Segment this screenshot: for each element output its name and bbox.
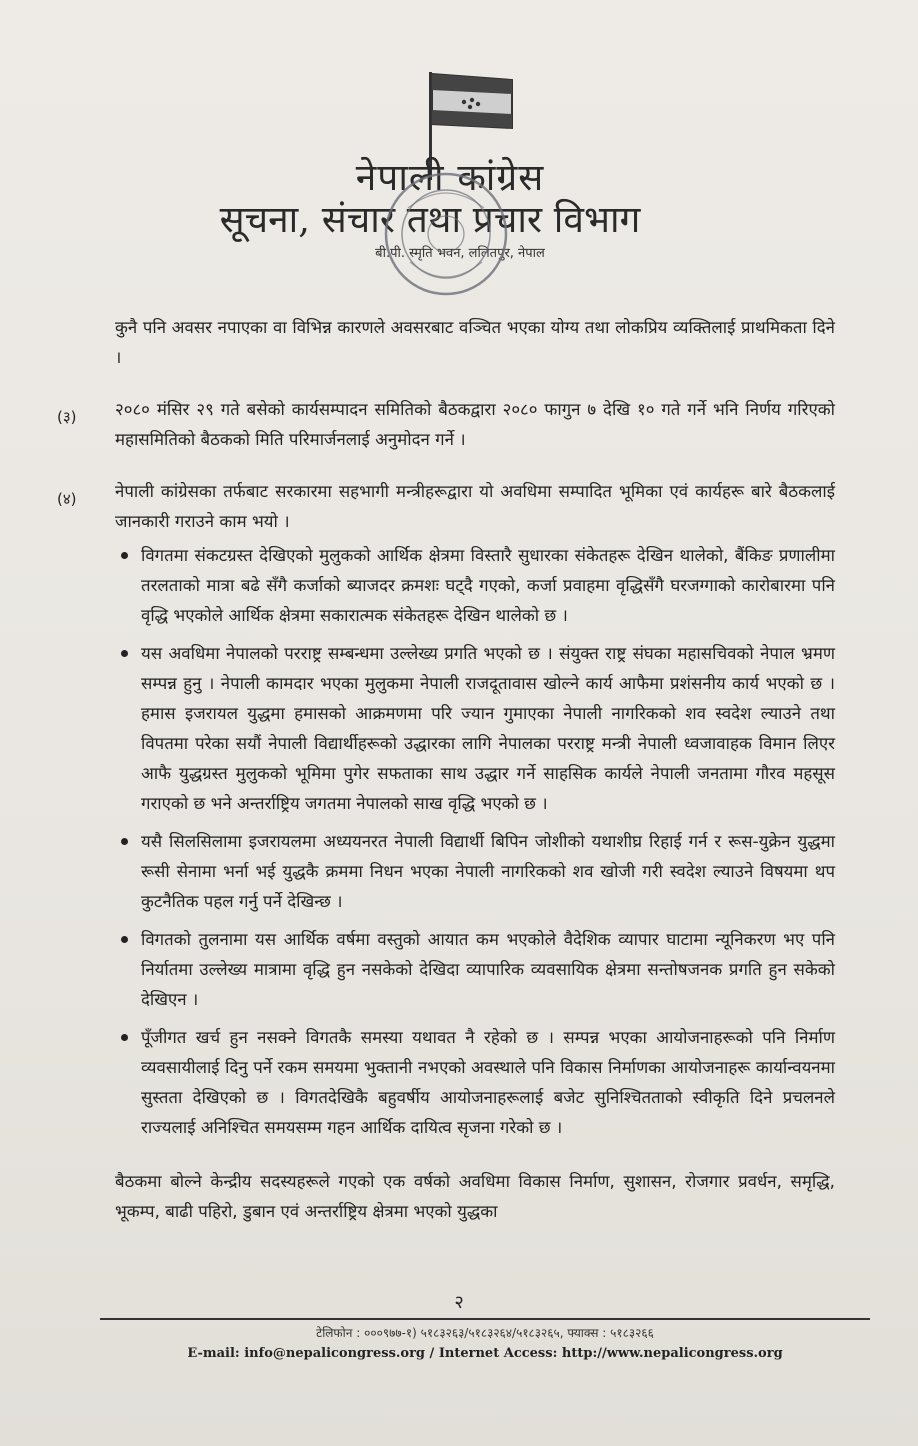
- bullet-icon: [121, 650, 128, 657]
- organization-name: नेपाली कांग्रेस: [355, 156, 545, 199]
- bullet-text: यसै सिलसिलामा इजरायलमा अध्ययनरत नेपाली विद्यार्थी बिपिन जोशीको यथाशीघ्र रिहाई गर्न र रूस-युक्रेन युद्धमा रूसी सेनामा भर्ना भई युद्धकै क्रममा निधन भएका नेपाली नागरिकको शव खोजी गरी स्वदेश ल्याउने विषयमा थप कुटनैतिक पहल गर्नु पर्ने देखिन्छ ।: [141, 831, 835, 911]
- letterhead-address: बी.पी. स्मृति भवन, ललितपुर, नेपाल: [375, 246, 545, 261]
- bullet-item: [141, 638, 835, 818]
- intro-paragraph: कुनै पनि अवसर नपाएका वा विभिन्न कारणले अवसरबाट वञ्चित भएका योग्य तथा लोकप्रिय व्यक्तिलाई प्राथमिकता दिने ।: [115, 317, 835, 367]
- department-name: सूचना, संचार तथा प्रचार विभाग: [219, 198, 641, 241]
- document-body: [57, 312, 835, 1226]
- bullet-icon: [121, 936, 128, 943]
- agenda-item-4: [57, 476, 835, 1142]
- item-number: (४): [57, 490, 77, 508]
- item-text: २०८० मंसिर २९ गते बसेको कार्यसम्पादन समितिको बैठकद्वारा २०८० फागुन ७ देखि १० गते गर्ने भनि निर्णय गरिएको महासमितिको बैठकको मिति परिमार्जनलाई अनुमोदन गर्ने ।: [115, 399, 835, 449]
- footer-email: E-mail: info@nepalicongress.org / Internet Access: http://www.nepalicongress.org: [187, 1346, 783, 1361]
- bullet-item: [141, 1022, 835, 1142]
- bullet-icon: [121, 838, 128, 845]
- bullet-text: पूँजीगत खर्च हुन नसक्ने विगतकै समस्या यथावत नै रहेको छ । सम्पन्न भएका आयोजनाहरूको पनि निर्माण व्यवसायीलाई दिनु पर्ने रकम समयमा भुक्तानी नभएको अवस्थाले पनि विकास निर्माणका आयोजनाहरू कार्यान्वयनमा सुस्तता देखिएको छ । विगतदेखिकै बहुवर्षीय आयोजनाहरूलाई बजेट सुनिश्चितताको स्वीकृति दिने प्रचलनले राज्यलाई अनिश्चित समयसम्म गहन आर्थिक दायित्व सृजना गरेको छ ।: [141, 1027, 835, 1137]
- closing-paragraph: बैठकमा बोल्ने केन्द्रीय सदस्यहरूले गएको एक वर्षको अवधिमा विकास निर्माण, सुशासन, रोजगार प्रवर्धन, समृद्धि, भूकम्प, बाढी पहिरो, डुबान एवं अन्तर्राष्ट्रिय क्षेत्रमा भएको युद्धका: [115, 1171, 835, 1221]
- bullet-icon: [121, 552, 128, 559]
- bullet-text: यस अवधिमा नेपालको परराष्ट्र सम्बन्धमा उल्लेख्य प्रगति भएको छ । संयुक्त राष्ट्र संघका महासचिवको नेपाल भ्रमण सम्पन्न हुनु । नेपाली कामदार भएका मुलुकमा नेपाली राजदूतावास खोल्ने कार्य आफैमा प्रशंसनीय कार्य भएको छ । हमास इजरायल युद्धमा हमासको आक्रमणमा परि ज्यान गुमाएका नेपाली नागरिकको शव स्वदेश ल्याउने तथा विपतमा परेका सयौं नेपाली विद्यार्थीहरूको उद्धारका लागि नेपालका परराष्ट्र मन्त्री नेपाली ध्वजावाहक विमान लिएर आफै युद्धग्रस्त मुलुकको भूमिमा पुगेर सफताका साथ उद्धार गर्ने साहसिक कार्यले नेपाली जनतामा गौरव महसूस गराएको छ भने अन्तर्राष्ट्रिय जगतमा नेपालको साख वृद्धि भएको छ ।: [141, 643, 835, 813]
- agenda-item-3: [57, 394, 835, 454]
- item-text: नेपाली कांग्रेसका तर्फबाट सरकारमा सहभागी मन्त्रीहरूद्वारा यो अवधिमा सम्पादित भूमिका एवं कार्यहरू बारे बैठकलाई जानकारी गराउने काम भयो ।: [115, 481, 835, 531]
- item-number: (३): [57, 408, 77, 426]
- footer-divider: [100, 1318, 870, 1320]
- bullet-text: विगतको तुलनामा यस आर्थिक वर्षमा वस्तुको आयात कम भएकोले वैदेशिक व्यापार घाटामा न्यूनिकरण भए पनि निर्यातमा उल्लेख्य मात्रामा वृद्धि हुन नसकेको देखिदा व्यापारिक व्यवसायिक क्षेत्रमा सन्तोषजनक प्रगति हुन सकेको देखिएन ।: [141, 929, 835, 1009]
- official-seal-stamp: [380, 168, 512, 300]
- bullet-icon: [121, 1034, 128, 1041]
- bullet-list: [115, 540, 835, 1142]
- footer-phone: टेलिफोन : ०००९७७-१) ५१८३२६३/५१८३२६४/५१८३२६५, फ्याक्स : ५१८३२६६: [316, 1326, 654, 1340]
- bullet-item: [141, 826, 835, 916]
- bullet-item: [141, 924, 835, 1014]
- page-number: २: [454, 1292, 464, 1313]
- bullet-item: [141, 540, 835, 630]
- bullet-text: विगतमा संकटग्रस्त देखिएको मुलुकको आर्थिक क्षेत्रमा विस्तारै सुधारका संकेतहरू देखिन थालेको, बैंकिङ प्रणालीमा तरलताको मात्रा बढे सँगै कर्जाको ब्याजदर क्रमशः घट्दै गएको, कर्जा प्रवाहमा वृद्धिसँगै घरजग्गाको कारोबारमा पनि वृद्धि भएकोले आर्थिक क्षेत्रमा सकारात्मक संकेतहरू देखिन थालेको छ ।: [141, 545, 835, 625]
